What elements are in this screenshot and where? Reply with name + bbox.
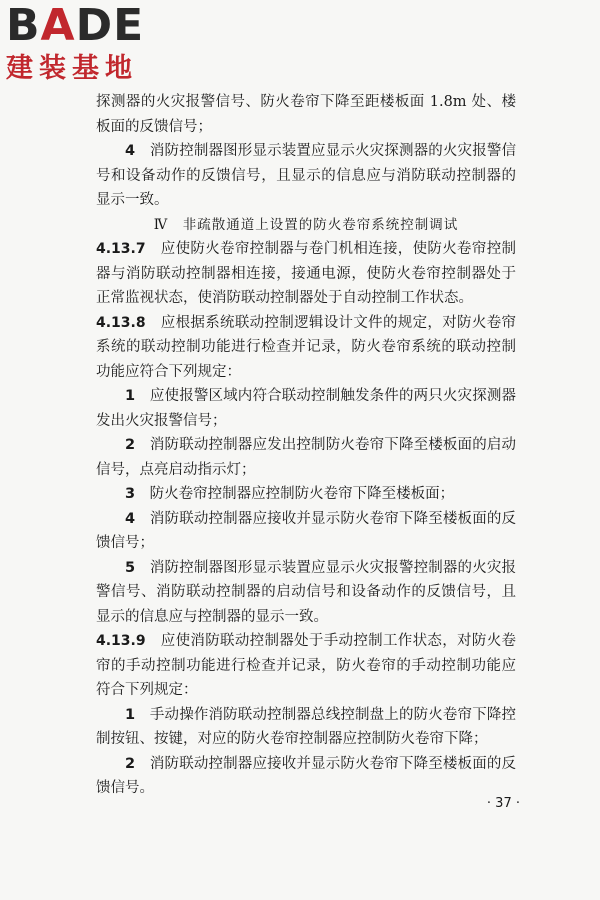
list-item: 3 防火卷帘控制器应控制防火卷帘下降至楼板面； <box>125 486 455 502</box>
list-item: 1 手动操作消防联动控制器总线控制盘上的防火卷帘下降控制按钮、按键，对应的防火卷帘控制器应控制防火卷帘下降； <box>96 706 517 747</box>
list-item: 4 消防控制器图形显示装置应显示火灾探测器的火灾报警信号和设备动作的反馈信号，且显示的信息应与消防联动控制器的显示一致。 <box>96 143 517 208</box>
page-number: · 37 · <box>486 796 520 811</box>
logo-subtitle: 建装基地 <box>6 53 138 84</box>
list-item: 2 消防联动控制器应发出控制防火卷帘下降至楼板面的启动信号，点亮启动指示灯； <box>96 437 517 478</box>
list-item: 2 消防联动控制器应接收并显示防火卷帘下降至楼板面的反馈信号。 <box>96 755 517 796</box>
section-heading: Ⅳ 非疏散通道上设置的防火卷帘系统控制调试 <box>153 216 459 233</box>
list-item: 4 消防联动控制器应接收并显示防火卷帘下降至楼板面的反馈信号； <box>96 510 517 551</box>
list-item: 1 应使报警区域内符合联动控制触发条件的两只火灾探测器发出火灾报警信号； <box>96 388 517 429</box>
paragraph-continued: 探测器的火灾报警信号、防火卷帘下降至距楼板面 1.8m 处、楼板面的反馈信号； <box>96 94 516 135</box>
clause-4-13-7: 4.13.7 应使防火卷帘控制器与卷门机相连接，使防火卷帘控制器与消防联动控制器相连接，接通电源，使防火卷帘控制器处于正常监视状态，使消防联动控制器处于自动控制工作状态。 <box>96 241 517 306</box>
clause-4-13-8: 4.13.8 应根据系统联动控制逻辑设计文件的规定，对防火卷帘系统的联动控制功能进行检查并记录，防火卷帘系统的联动控制功能应符合下列规定： <box>96 314 517 380</box>
clause-4-13-9: 4.13.9 应使消防联动控制器处于手动控制工作状态，对防火卷帘的手动控制功能进行检查并记录，防火卷帘的手动控制功能应符合下列规定： <box>96 633 517 698</box>
list-item: 5 消防控制器图形显示装置应显示火灾报警控制器的火灾报警信号、消防联动控制器的启动信号和设备动作的反馈信号，且显示的信息应与控制器的显示一致。 <box>96 559 517 625</box>
bade-logo <box>6 0 181 90</box>
logo-wordmark: BADE <box>6 0 145 51</box>
document-body <box>96 90 516 801</box>
